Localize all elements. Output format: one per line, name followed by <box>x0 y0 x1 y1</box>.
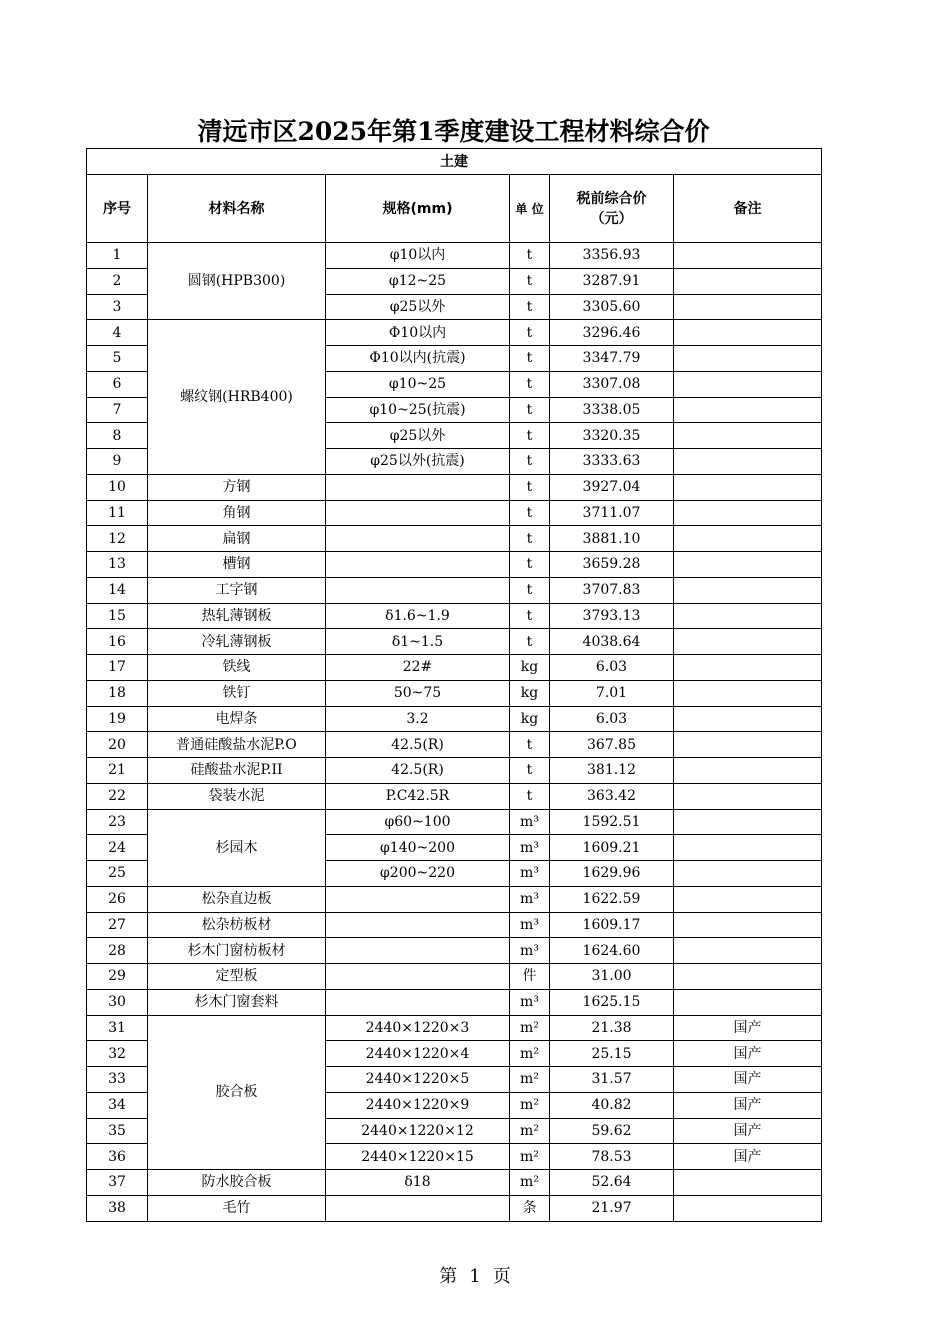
cell-note <box>674 732 822 758</box>
cell-note <box>674 603 822 629</box>
cell-spec: 22# <box>326 655 510 681</box>
cell-price: 59.62 <box>550 1118 674 1144</box>
cell-seq: 11 <box>87 500 148 526</box>
cell-note <box>674 989 822 1015</box>
table-row <box>87 989 822 1015</box>
cell-seq: 13 <box>87 552 148 578</box>
cell-price: 3793.13 <box>550 603 674 629</box>
cell-price: 3333.63 <box>550 449 674 475</box>
table-row <box>87 1015 822 1041</box>
cell-unit: m² <box>510 1092 550 1118</box>
cell-note <box>674 783 822 809</box>
cell-seq: 32 <box>87 1041 148 1067</box>
cell-unit: kg <box>510 680 550 706</box>
table-row <box>87 706 822 732</box>
cell-unit: kg <box>510 706 550 732</box>
cell-price: 3287.91 <box>550 268 674 294</box>
cell-price: 52.64 <box>550 1170 674 1196</box>
table-row <box>87 1170 822 1196</box>
cell-material-name: 防水胶合板 <box>148 1170 326 1196</box>
cell-price: 3927.04 <box>550 474 674 500</box>
cell-spec <box>326 1195 510 1221</box>
cell-seq: 33 <box>87 1067 148 1093</box>
cell-material-name: 工字钢 <box>148 577 326 603</box>
cell-seq: 23 <box>87 809 148 835</box>
cell-spec: φ25以外(抗震) <box>326 449 510 475</box>
cell-note <box>674 552 822 578</box>
cell-note: 国产 <box>674 1015 822 1041</box>
cell-note <box>674 268 822 294</box>
cell-price: 3356.93 <box>550 243 674 269</box>
cell-price: 1624.60 <box>550 938 674 964</box>
cell-price: 3305.60 <box>550 294 674 320</box>
table-row <box>87 577 822 603</box>
table-row <box>87 603 822 629</box>
cell-note <box>674 294 822 320</box>
table-row <box>87 500 822 526</box>
cell-spec: φ25以外 <box>326 423 510 449</box>
cell-spec: φ10~25 <box>326 371 510 397</box>
cell-material-name: 定型板 <box>148 964 326 990</box>
table-row <box>87 629 822 655</box>
cell-seq: 18 <box>87 680 148 706</box>
cell-note <box>674 243 822 269</box>
section-row <box>87 149 822 175</box>
cell-spec <box>326 552 510 578</box>
cell-price: 31.00 <box>550 964 674 990</box>
table-row <box>87 526 822 552</box>
cell-unit: t <box>510 526 550 552</box>
cell-seq: 20 <box>87 732 148 758</box>
cell-price: 363.42 <box>550 783 674 809</box>
cell-seq: 2 <box>87 268 148 294</box>
cell-note <box>674 423 822 449</box>
cell-price: 4038.64 <box>550 629 674 655</box>
cell-unit: t <box>510 423 550 449</box>
cell-unit: m² <box>510 1041 550 1067</box>
cell-price: 3307.08 <box>550 371 674 397</box>
cell-material-name: 热轧薄钢板 <box>148 603 326 629</box>
cell-spec <box>326 912 510 938</box>
cell-note <box>674 629 822 655</box>
page-footer <box>0 1262 950 1288</box>
header-note: 备注 <box>674 175 822 243</box>
cell-unit: 条 <box>510 1195 550 1221</box>
cell-material-name: 冷轧薄钢板 <box>148 629 326 655</box>
cell-seq: 31 <box>87 1015 148 1041</box>
cell-spec: Φ10以内 <box>326 320 510 346</box>
footer-suffix: 页 <box>492 1266 511 1287</box>
cell-note <box>674 861 822 887</box>
cell-seq: 5 <box>87 346 148 372</box>
cell-note <box>674 346 822 372</box>
header-price-line1: 税前综合价 <box>576 190 647 207</box>
table-row <box>87 938 822 964</box>
cell-material-name: 铁线 <box>148 655 326 681</box>
table-row <box>87 732 822 758</box>
header-spec: 规格(mm) <box>326 175 510 243</box>
cell-spec: P.C42.5R <box>326 783 510 809</box>
table-row <box>87 1195 822 1221</box>
cell-price: 3338.05 <box>550 397 674 423</box>
cell-note <box>674 320 822 346</box>
cell-price: 1592.51 <box>550 809 674 835</box>
cell-spec: φ12~25 <box>326 268 510 294</box>
cell-note <box>674 1170 822 1196</box>
cell-spec <box>326 989 510 1015</box>
cell-price: 40.82 <box>550 1092 674 1118</box>
cell-seq: 35 <box>87 1118 148 1144</box>
cell-seq: 14 <box>87 577 148 603</box>
cell-unit: t <box>510 371 550 397</box>
cell-note <box>674 655 822 681</box>
table-row <box>87 552 822 578</box>
cell-spec: 2440×1220×15 <box>326 1144 510 1170</box>
cell-unit: t <box>510 758 550 784</box>
cell-seq: 17 <box>87 655 148 681</box>
cell-unit: m³ <box>510 886 550 912</box>
cell-spec: 2440×1220×9 <box>326 1092 510 1118</box>
table-row <box>87 783 822 809</box>
cell-unit: m² <box>510 1170 550 1196</box>
cell-note: 国产 <box>674 1067 822 1093</box>
cell-note: 国产 <box>674 1118 822 1144</box>
table-row <box>87 809 822 835</box>
cell-seq: 28 <box>87 938 148 964</box>
cell-spec <box>326 938 510 964</box>
cell-unit: m² <box>510 1067 550 1093</box>
cell-note <box>674 938 822 964</box>
cell-note: 国产 <box>674 1041 822 1067</box>
cell-spec <box>326 577 510 603</box>
cell-price: 3711.07 <box>550 500 674 526</box>
cell-spec: 2440×1220×4 <box>326 1041 510 1067</box>
cell-note <box>674 577 822 603</box>
header-price-line2: （元） <box>590 210 633 227</box>
cell-unit: t <box>510 500 550 526</box>
cell-price: 3881.10 <box>550 526 674 552</box>
cell-price: 1622.59 <box>550 886 674 912</box>
cell-note: 国产 <box>674 1144 822 1170</box>
cell-seq: 1 <box>87 243 148 269</box>
cell-seq: 10 <box>87 474 148 500</box>
header-row <box>87 175 822 243</box>
section-title: 土建 <box>87 149 822 175</box>
cell-note <box>674 912 822 938</box>
cell-spec: φ140~200 <box>326 835 510 861</box>
cell-seq: 15 <box>87 603 148 629</box>
cell-seq: 21 <box>87 758 148 784</box>
cell-spec: 2440×1220×12 <box>326 1118 510 1144</box>
cell-seq: 6 <box>87 371 148 397</box>
cell-price: 3296.46 <box>550 320 674 346</box>
cell-seq: 9 <box>87 449 148 475</box>
cell-unit: m² <box>510 1118 550 1144</box>
cell-note <box>674 835 822 861</box>
header-unit: 单 位 <box>510 175 550 243</box>
cell-material-name: 硅酸盐水泥P.II <box>148 758 326 784</box>
cell-spec: δ1~1.5 <box>326 629 510 655</box>
cell-price: 1629.96 <box>550 861 674 887</box>
cell-unit: m³ <box>510 835 550 861</box>
cell-note <box>674 706 822 732</box>
footer-prefix: 第 <box>439 1266 458 1287</box>
cell-spec: δ18 <box>326 1170 510 1196</box>
cell-material-name: 铁钉 <box>148 680 326 706</box>
cell-seq: 29 <box>87 964 148 990</box>
cell-material-name: 扁钢 <box>148 526 326 552</box>
cell-unit: t <box>510 783 550 809</box>
cell-material-name: 杉木门窗枋板材 <box>148 938 326 964</box>
cell-seq: 19 <box>87 706 148 732</box>
cell-price: 21.38 <box>550 1015 674 1041</box>
cell-spec: φ10以内 <box>326 243 510 269</box>
cell-unit: t <box>510 603 550 629</box>
cell-spec: δ1.6~1.9 <box>326 603 510 629</box>
cell-note <box>674 758 822 784</box>
cell-material-name: 杉园木 <box>148 809 326 886</box>
cell-material-name: 杉木门窗套料 <box>148 989 326 1015</box>
cell-unit: m² <box>510 1144 550 1170</box>
cell-unit: t <box>510 243 550 269</box>
cell-price: 3659.28 <box>550 552 674 578</box>
materials-price-table <box>86 148 822 1222</box>
cell-unit: t <box>510 294 550 320</box>
cell-material-name: 袋装水泥 <box>148 783 326 809</box>
cell-seq: 27 <box>87 912 148 938</box>
cell-spec <box>326 964 510 990</box>
cell-material-name: 方钢 <box>148 474 326 500</box>
cell-material-name: 电焊条 <box>148 706 326 732</box>
cell-seq: 30 <box>87 989 148 1015</box>
cell-material-name: 毛竹 <box>148 1195 326 1221</box>
cell-note <box>674 449 822 475</box>
cell-seq: 34 <box>87 1092 148 1118</box>
cell-material-name: 螺纹钢(HRB400) <box>148 320 326 475</box>
cell-note <box>674 964 822 990</box>
table-row <box>87 886 822 912</box>
cell-price: 21.97 <box>550 1195 674 1221</box>
cell-note <box>674 397 822 423</box>
cell-note <box>674 809 822 835</box>
cell-seq: 25 <box>87 861 148 887</box>
table-row <box>87 912 822 938</box>
cell-seq: 37 <box>87 1170 148 1196</box>
header-seq: 序号 <box>87 175 148 243</box>
cell-material-name: 槽钢 <box>148 552 326 578</box>
table-row <box>87 758 822 784</box>
cell-spec <box>326 886 510 912</box>
cell-unit: m³ <box>510 938 550 964</box>
cell-unit: m³ <box>510 912 550 938</box>
table-row <box>87 474 822 500</box>
cell-price: 3347.79 <box>550 346 674 372</box>
cell-seq: 7 <box>87 397 148 423</box>
cell-price: 381.12 <box>550 758 674 784</box>
table-row <box>87 964 822 990</box>
cell-seq: 8 <box>87 423 148 449</box>
header-name: 材料名称 <box>148 175 326 243</box>
cell-price: 6.03 <box>550 706 674 732</box>
cell-price: 1609.17 <box>550 912 674 938</box>
cell-unit: m² <box>510 1015 550 1041</box>
table-row <box>87 680 822 706</box>
cell-price: 3707.83 <box>550 577 674 603</box>
cell-seq: 22 <box>87 783 148 809</box>
cell-spec <box>326 474 510 500</box>
cell-material-name: 圆钢(HPB300) <box>148 243 326 320</box>
cell-spec: 42.5(R) <box>326 732 510 758</box>
cell-spec: φ200~220 <box>326 861 510 887</box>
cell-price: 3320.35 <box>550 423 674 449</box>
cell-spec: 2440×1220×3 <box>326 1015 510 1041</box>
cell-material-name: 胶合板 <box>148 1015 326 1170</box>
cell-unit: m³ <box>510 861 550 887</box>
cell-price: 7.01 <box>550 680 674 706</box>
cell-unit: t <box>510 397 550 423</box>
cell-material-name: 普通硅酸盐水泥P.O <box>148 732 326 758</box>
cell-price: 6.03 <box>550 655 674 681</box>
table-row <box>87 243 822 269</box>
header-price <box>550 175 674 243</box>
cell-unit: t <box>510 577 550 603</box>
cell-spec: 50~75 <box>326 680 510 706</box>
cell-unit: t <box>510 320 550 346</box>
table-body <box>87 149 822 1222</box>
cell-note <box>674 500 822 526</box>
cell-note <box>674 886 822 912</box>
cell-unit: 件 <box>510 964 550 990</box>
cell-unit: t <box>510 629 550 655</box>
cell-spec <box>326 526 510 552</box>
table-row <box>87 655 822 681</box>
cell-note <box>674 474 822 500</box>
cell-seq: 38 <box>87 1195 148 1221</box>
table-row <box>87 320 822 346</box>
cell-seq: 36 <box>87 1144 148 1170</box>
cell-spec: φ25以外 <box>326 294 510 320</box>
cell-spec: φ60~100 <box>326 809 510 835</box>
cell-unit: m³ <box>510 809 550 835</box>
cell-note <box>674 526 822 552</box>
cell-seq: 24 <box>87 835 148 861</box>
cell-seq: 12 <box>87 526 148 552</box>
cell-unit: t <box>510 449 550 475</box>
cell-material-name: 松杂枋板材 <box>148 912 326 938</box>
cell-spec <box>326 500 510 526</box>
cell-note: 国产 <box>674 1092 822 1118</box>
cell-unit: t <box>510 552 550 578</box>
cell-price: 78.53 <box>550 1144 674 1170</box>
cell-seq: 3 <box>87 294 148 320</box>
cell-spec: 3.2 <box>326 706 510 732</box>
cell-unit: kg <box>510 655 550 681</box>
cell-spec: 42.5(R) <box>326 758 510 784</box>
cell-price: 31.57 <box>550 1067 674 1093</box>
cell-spec: φ10~25(抗震) <box>326 397 510 423</box>
cell-price: 1625.15 <box>550 989 674 1015</box>
cell-price: 367.85 <box>550 732 674 758</box>
cell-seq: 26 <box>87 886 148 912</box>
cell-price: 1609.21 <box>550 835 674 861</box>
cell-material-name: 松杂直边板 <box>148 886 326 912</box>
cell-note <box>674 680 822 706</box>
cell-note <box>674 371 822 397</box>
cell-unit: t <box>510 268 550 294</box>
cell-unit: t <box>510 346 550 372</box>
cell-note <box>674 1195 822 1221</box>
cell-unit: t <box>510 732 550 758</box>
cell-seq: 16 <box>87 629 148 655</box>
cell-unit: t <box>510 474 550 500</box>
cell-seq: 4 <box>87 320 148 346</box>
cell-unit: m³ <box>510 989 550 1015</box>
page-title: 清远市区2025年第1季度建设工程材料综合价 <box>197 117 710 146</box>
cell-spec: Φ10以内(抗震) <box>326 346 510 372</box>
cell-material-name: 角钢 <box>148 500 326 526</box>
cell-spec: 2440×1220×5 <box>326 1067 510 1093</box>
footer-page-number: 1 <box>469 1266 481 1287</box>
cell-price: 25.15 <box>550 1041 674 1067</box>
